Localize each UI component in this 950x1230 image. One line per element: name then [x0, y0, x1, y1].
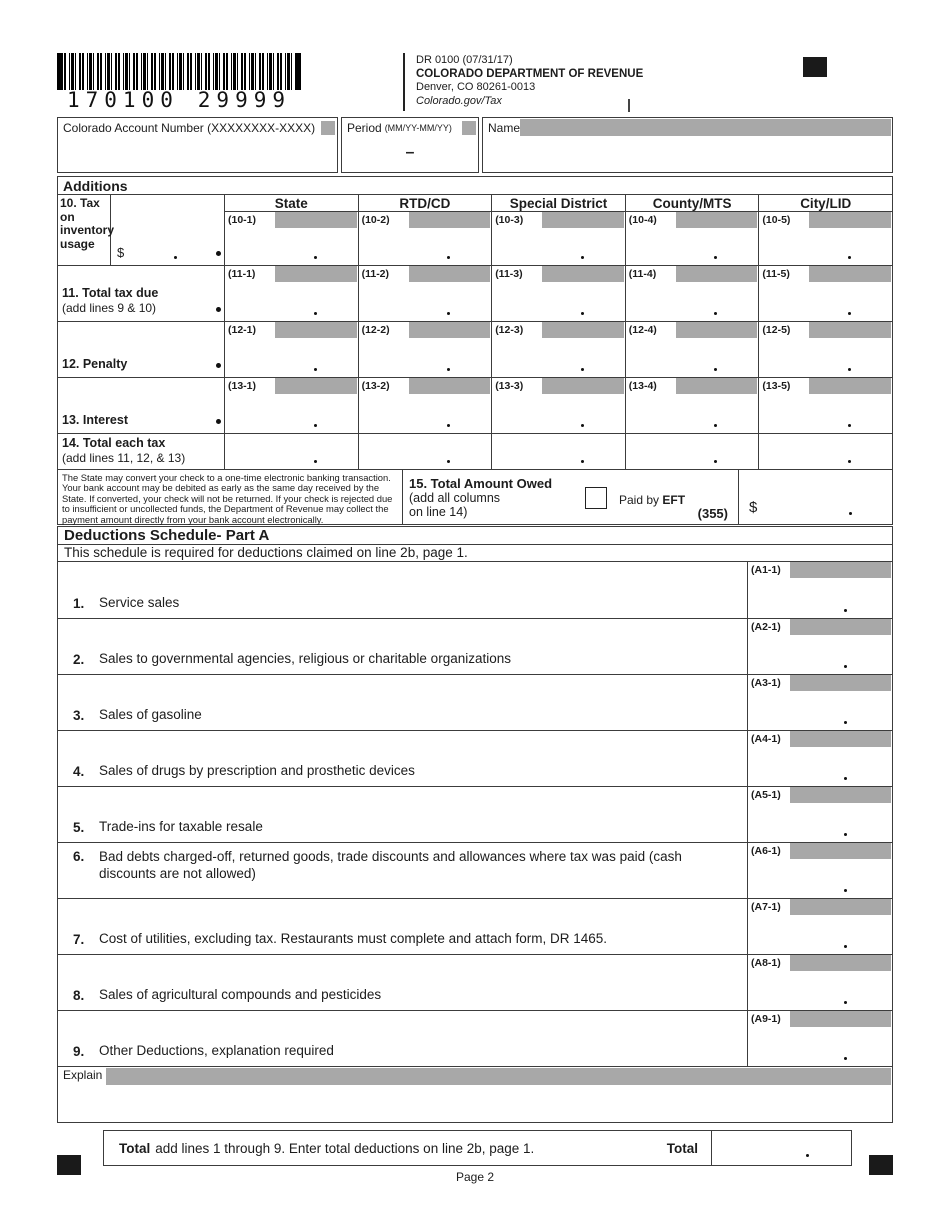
row13-label-cell — [58, 378, 224, 434]
column-header-special-district: Special District — [491, 195, 625, 212]
deduction-amount-A5-1[interactable] — [747, 787, 892, 842]
deduction-row-6 — [58, 842, 892, 898]
explain-label: Explain — [63, 1068, 103, 1082]
explain-input[interactable] — [58, 1085, 892, 1122]
amount-input[interactable] — [748, 692, 892, 730]
amount-input-13-5[interactable] — [758, 395, 892, 434]
barcode-number-right: 29999 — [197, 88, 291, 112]
decimal-point — [314, 424, 317, 427]
deduction-row-1 — [58, 562, 892, 618]
field-bar — [790, 562, 891, 578]
decimal-point — [714, 312, 717, 315]
deduction-amount-A6-1[interactable] — [747, 843, 892, 898]
amount-input-13-3[interactable] — [491, 395, 625, 434]
field-bar — [790, 1011, 891, 1027]
deduction-description — [58, 675, 747, 730]
deduction-description — [58, 562, 747, 618]
decimal-point — [848, 424, 851, 427]
amount-input-12-5[interactable] — [758, 339, 892, 378]
page-number: Page 2 — [455, 1170, 495, 1184]
field-code: (11-1) — [225, 266, 275, 283]
field-code: (13-4) — [626, 378, 676, 395]
line-number: 4. — [73, 764, 85, 779]
decimal-point — [806, 1154, 809, 1157]
deduction-amount-A3-1[interactable] — [747, 675, 892, 730]
row14-sublabel: (add lines 11, 12, & 13) — [62, 450, 186, 465]
decimal-point — [174, 256, 177, 259]
field-code: (12-1) — [225, 322, 275, 339]
amount-input-10-4[interactable] — [625, 229, 759, 266]
amount-input[interactable] — [748, 972, 892, 1010]
amount-input[interactable] — [748, 1028, 892, 1066]
period-box — [341, 117, 479, 173]
row13-label: 13. Interest — [62, 413, 129, 427]
line15-sublabel-2: on line 14) — [409, 505, 468, 519]
scan-marker — [321, 121, 335, 135]
period-format: (MM/YY-MM/YY) — [384, 123, 452, 133]
field-bar — [542, 266, 624, 282]
deductions-table — [57, 561, 893, 1067]
account-number-label: Colorado Account Number (XXXXXXXX-XXXX) — [63, 121, 316, 135]
decimal-point — [844, 945, 847, 948]
amount-input-10-2[interactable] — [358, 229, 492, 266]
eft-text: EFT — [662, 493, 686, 507]
deduction-row-9 — [58, 1010, 892, 1066]
decimal-point — [314, 256, 317, 259]
deduction-description — [58, 1011, 747, 1066]
amount-input-11-1[interactable] — [224, 283, 358, 322]
field-13-5[interactable] — [758, 378, 892, 395]
agency-block — [403, 53, 643, 111]
field-bar — [790, 787, 891, 803]
line-number: 3. — [73, 708, 85, 723]
dollar-sign: $ — [749, 499, 758, 516]
field-code: (A9-1) — [748, 1011, 790, 1028]
explain-field-bar — [106, 1068, 891, 1085]
field-code: (A1-1) — [748, 562, 790, 579]
barcode-block — [57, 53, 307, 112]
deduction-description — [58, 955, 747, 1010]
decimal-point — [848, 368, 851, 371]
deduction-row-5 — [58, 786, 892, 842]
field-12-4[interactable] — [625, 322, 759, 339]
deduction-description — [58, 619, 747, 674]
field-bar — [542, 378, 624, 394]
field-code: (A4-1) — [748, 731, 790, 748]
field-code: (11-3) — [492, 266, 542, 283]
total-input[interactable] — [711, 1131, 851, 1165]
paid-by-text: Paid by — [619, 493, 660, 507]
field-bar — [409, 212, 491, 228]
amount-input-11-5[interactable] — [758, 283, 892, 322]
form-header — [57, 53, 893, 111]
additions-section-title: Additions — [57, 176, 893, 195]
line-text: Bad debts charged-off, returned goods, trade discounts and allowances where tax was paid (cash discounts are not allowed) — [99, 849, 682, 881]
period-input[interactable] — [342, 138, 478, 172]
column-header-city-lid: City/LID — [758, 195, 892, 212]
decimal-point — [848, 312, 851, 315]
line-number: 5. — [73, 820, 85, 835]
decimal-point — [314, 460, 317, 463]
decimal-point — [714, 256, 717, 259]
additions-table — [57, 194, 893, 470]
bullet-marker — [216, 251, 221, 256]
field-code: (10-3) — [492, 212, 542, 229]
decimal-point — [844, 721, 847, 724]
decimal-point — [714, 368, 717, 371]
period-label: Period — [347, 121, 382, 135]
deductions-instruction: This schedule is required for deductions claimed on line 2b, page 1. — [57, 544, 893, 562]
total-instruction — [104, 1131, 667, 1165]
field-bar — [809, 266, 891, 282]
field-code: (13-5) — [759, 378, 809, 395]
row12-label-cell — [58, 322, 224, 378]
amount-input-13-1[interactable] — [224, 395, 358, 434]
field-code: (11-2) — [359, 266, 409, 283]
paid-by-eft-label — [619, 493, 685, 507]
field-10-4[interactable] — [625, 212, 759, 229]
deductions-section-title: Deductions Schedule- Part A — [57, 526, 893, 545]
field-code: (10-1) — [225, 212, 275, 229]
amount-input-11-4[interactable] — [625, 283, 759, 322]
amount-input-12-4[interactable] — [625, 339, 759, 378]
amount-input-14-3[interactable] — [491, 434, 625, 469]
decimal-point — [447, 424, 450, 427]
row10-dollar-field[interactable] — [111, 195, 224, 265]
field-code: (A2-1) — [748, 619, 790, 636]
field-code: (A3-1) — [748, 675, 790, 692]
field-12-1[interactable] — [224, 322, 358, 339]
column-header-rtdcd: RTD/CD — [358, 195, 492, 212]
barcode-number-left: 170100 — [67, 88, 179, 112]
amount-input-14-4[interactable] — [625, 434, 759, 469]
deduction-row-8 — [58, 954, 892, 1010]
decimal-point — [844, 1057, 847, 1060]
field-bar — [542, 212, 624, 228]
field-bar — [275, 212, 357, 228]
amount-input-14-2[interactable] — [358, 434, 492, 469]
decimal-point — [314, 368, 317, 371]
line-text: Sales of agricultural compounds and pesticides — [99, 986, 382, 1002]
eft-checkbox[interactable] — [585, 487, 607, 509]
amount-input-13-4[interactable] — [625, 395, 759, 434]
deduction-amount-A4-1[interactable] — [747, 731, 892, 786]
decimal-point — [844, 1001, 847, 1004]
payment-notice: The State may convert your check to a one-time electronic banking transaction. Your bank account may be debited as early as the same day received by the State. If converted, your check will not be returned. If your check is rejected due to insufficient or uncollected funds, the Department of Revenue may collect the payment amount directly from your bank account electronically. — [57, 469, 403, 525]
dollar-sign: $ — [117, 245, 125, 260]
field-12-5[interactable] — [758, 322, 892, 339]
line-number: 9. — [73, 1044, 85, 1059]
line15-field-code: (355) — [697, 506, 728, 521]
barcode-image — [57, 53, 301, 90]
field-13-3[interactable] — [491, 378, 625, 395]
field-10-5[interactable] — [758, 212, 892, 229]
line15-sublabel-1: (add all columns — [409, 491, 501, 505]
row11-label: 11. Total tax due — [62, 286, 159, 300]
field-code: (12-4) — [626, 322, 676, 339]
total-amount-owed-input[interactable] — [739, 469, 893, 525]
field-code: (11-4) — [626, 266, 676, 283]
line-number: 6. — [73, 849, 85, 864]
field-11-5[interactable] — [758, 266, 892, 283]
amount-input-11-2[interactable] — [358, 283, 492, 322]
amount-input-11-3[interactable] — [491, 283, 625, 322]
decimal-point — [844, 665, 847, 668]
explain-box — [57, 1066, 893, 1123]
decimal-point — [581, 256, 584, 259]
field-code: (10-2) — [359, 212, 409, 229]
field-bar — [809, 212, 891, 228]
field-bar — [790, 843, 891, 859]
amount-input-14-5[interactable] — [758, 434, 892, 469]
total-instruction-rest: add lines 1 through 9. Enter total deductions on line 2b, page 1. — [155, 1140, 535, 1156]
decimal-point — [844, 609, 847, 612]
decimal-point — [581, 368, 584, 371]
amount-input[interactable] — [748, 860, 892, 898]
field-bar — [790, 619, 891, 635]
amount-input[interactable] — [748, 916, 892, 954]
field-13-1[interactable] — [224, 378, 358, 395]
field-bar — [409, 266, 491, 282]
deduction-amount-A2-1[interactable] — [747, 619, 892, 674]
line-text: Sales of gasoline — [99, 706, 202, 722]
field-code: (A5-1) — [748, 787, 790, 804]
form-number: DR 0100 (07/31/17) — [416, 54, 513, 66]
name-box — [482, 117, 893, 173]
field-10-2[interactable] — [358, 212, 492, 229]
decimal-point — [314, 312, 317, 315]
row14-label-cell — [58, 434, 224, 469]
scan-marker — [462, 121, 476, 135]
field-bar — [409, 322, 491, 338]
bullet-marker — [216, 307, 221, 312]
amount-input[interactable] — [748, 748, 892, 786]
line15-cell — [403, 469, 739, 525]
decimal-point — [581, 460, 584, 463]
field-bar — [790, 955, 891, 971]
field-bar — [809, 378, 891, 394]
line-number: 2. — [73, 652, 85, 667]
field-11-3[interactable] — [491, 266, 625, 283]
line-number: 7. — [73, 932, 85, 947]
decimal-point — [848, 256, 851, 259]
deduction-amount-A1-1[interactable] — [747, 562, 892, 618]
deduction-amount-A8-1[interactable] — [747, 955, 892, 1010]
name-input[interactable] — [483, 138, 892, 172]
decimal-point — [849, 512, 852, 515]
field-code: (A8-1) — [748, 955, 790, 972]
row10-label: 10. Tax on inventory usage — [58, 195, 111, 265]
total-row — [103, 1130, 852, 1166]
field-13-4[interactable] — [625, 378, 759, 395]
decimal-point — [848, 460, 851, 463]
agency-name: COLORADO DEPARTMENT OF REVENUE — [416, 67, 644, 80]
line-number: 1. — [73, 596, 85, 611]
decimal-point — [714, 460, 717, 463]
line-text: Trade-ins for taxable resale — [99, 818, 263, 834]
field-code: (11-5) — [759, 266, 809, 283]
account-number-box — [57, 117, 338, 173]
field-code: (10-4) — [626, 212, 676, 229]
field-12-2[interactable] — [358, 322, 492, 339]
line-number: 8. — [73, 988, 85, 1003]
field-code: (12-2) — [359, 322, 409, 339]
amount-input-12-3[interactable] — [491, 339, 625, 378]
column-header-county-mts: County/MTS — [625, 195, 759, 212]
deduction-amount-A7-1[interactable] — [747, 899, 892, 954]
barcode-number — [57, 88, 295, 112]
field-bar — [275, 378, 357, 394]
field-12-3[interactable] — [491, 322, 625, 339]
field-code: (A6-1) — [748, 843, 790, 860]
decimal-point — [844, 777, 847, 780]
deduction-description — [58, 731, 747, 786]
field-10-1[interactable] — [224, 212, 358, 229]
line-text: Sales to governmental agencies, religious or charitable organizations — [99, 650, 511, 666]
line-text: Other Deductions, explanation required — [99, 1042, 334, 1058]
amount-input-10-1[interactable] — [224, 229, 358, 266]
field-bar — [409, 378, 491, 394]
row11-label-cell — [58, 266, 224, 322]
field-11-4[interactable] — [625, 266, 759, 283]
deduction-description — [58, 843, 747, 898]
field-bar — [676, 266, 758, 282]
field-bar — [809, 322, 891, 338]
row10-label-cell — [58, 195, 224, 266]
account-number-input[interactable] — [58, 138, 337, 172]
line-text: Service sales — [99, 594, 180, 610]
name-field-bar — [520, 119, 891, 136]
decimal-point — [844, 833, 847, 836]
bullet-marker — [216, 363, 221, 368]
decimal-point — [581, 424, 584, 427]
payment-row — [57, 469, 893, 525]
field-bar — [676, 322, 758, 338]
field-11-2[interactable] — [358, 266, 492, 283]
row12-label: 12. Penalty — [62, 357, 128, 371]
deduction-description — [58, 787, 747, 842]
line15-label: 15. Total Amount Owed — [409, 476, 553, 491]
amount-input-12-2[interactable] — [358, 339, 492, 378]
amount-input[interactable] — [748, 636, 892, 674]
decimal-point — [447, 256, 450, 259]
deduction-amount-A9-1[interactable] — [747, 1011, 892, 1066]
field-bar — [275, 266, 357, 282]
amount-input[interactable] — [748, 579, 892, 618]
field-bar — [676, 378, 758, 394]
field-13-2[interactable] — [358, 378, 492, 395]
decimal-point — [714, 424, 717, 427]
bullet-marker — [216, 419, 221, 424]
decimal-point — [447, 312, 450, 315]
deduction-row-2 — [58, 618, 892, 674]
deduction-row-3 — [58, 674, 892, 730]
identity-row — [57, 117, 893, 173]
decimal-point — [447, 368, 450, 371]
field-code: (12-5) — [759, 322, 809, 339]
deduction-row-4 — [58, 730, 892, 786]
field-10-3[interactable] — [491, 212, 625, 229]
field-bar — [676, 212, 758, 228]
field-code: (13-3) — [492, 378, 542, 395]
field-code: (10-5) — [759, 212, 809, 229]
agency-website: Colorado.gov/Tax — [416, 94, 502, 107]
field-bar — [790, 731, 891, 747]
amount-input-10-3[interactable] — [491, 229, 625, 266]
field-11-1[interactable] — [224, 266, 358, 283]
amount-input-12-1[interactable] — [224, 339, 358, 378]
field-bar — [542, 322, 624, 338]
agency-address: Denver, CO 80261-0013 — [416, 81, 536, 93]
decimal-point — [844, 889, 847, 892]
total-instruction-lead: Total — [119, 1140, 151, 1156]
amount-input[interactable] — [748, 804, 892, 842]
deduction-description — [58, 899, 747, 954]
amount-input-13-2[interactable] — [358, 395, 492, 434]
name-label: Name — [488, 121, 521, 135]
period-separator: – — [405, 144, 415, 161]
decimal-point — [447, 460, 450, 463]
row14-label: 14. Total each tax — [62, 435, 166, 450]
field-code: (12-3) — [492, 322, 542, 339]
field-code: (13-2) — [359, 378, 409, 395]
line-text: Sales of drugs by prescription and prosthetic devices — [99, 762, 415, 778]
line-text: Cost of utilities, excluding tax. Restaurants must complete and attach form, DR 1465. — [99, 930, 607, 946]
column-header-state: State — [224, 195, 358, 212]
amount-input-14-1[interactable] — [224, 434, 358, 469]
field-bar — [275, 322, 357, 338]
row11-sublabel: (add lines 9 & 10) — [62, 301, 157, 315]
field-bar — [790, 899, 891, 915]
field-code: (13-1) — [225, 378, 275, 395]
decimal-point — [581, 312, 584, 315]
field-bar — [790, 675, 891, 691]
amount-input-10-5[interactable] — [758, 229, 892, 266]
total-label: Total — [666, 1140, 698, 1156]
field-code: (A7-1) — [748, 899, 790, 916]
deduction-row-7 — [58, 898, 892, 954]
